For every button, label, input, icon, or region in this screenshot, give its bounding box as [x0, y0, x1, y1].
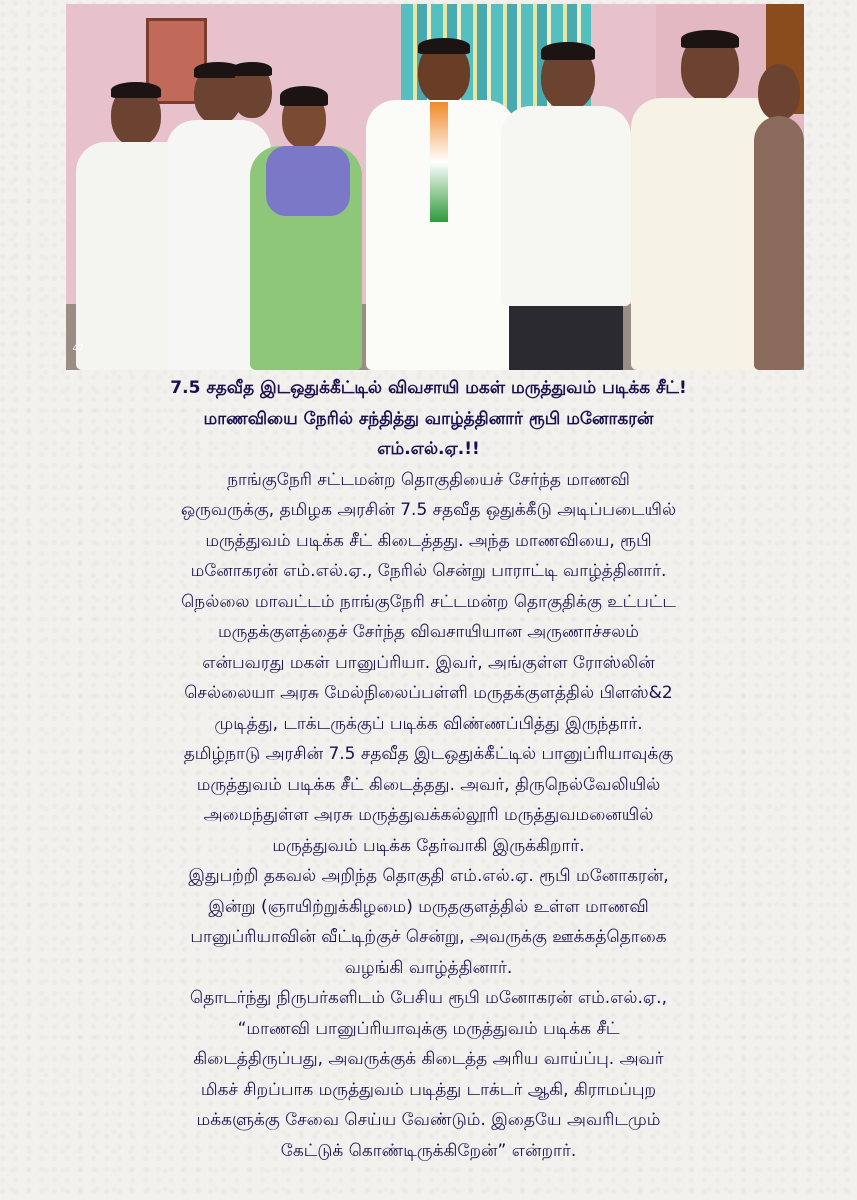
person-5 — [501, 44, 631, 370]
body-line: மிகச் சிறப்பாக மருத்துவம் படித்து டாக்டர் ஆகி, கிராமப்புற — [200, 1079, 657, 1100]
body-line: என்பவரது மகள் பானுப்ரியா. இவர், அங்குள்ள ரோஸ்லின் — [202, 652, 655, 673]
news-photo — [66, 4, 804, 370]
body-line: தொடர்ந்து நிருபர்களிடம் பேசிய ரூபி மனோகரன் எம்.எல்.ஏ., — [190, 988, 667, 1008]
headline-line: மாணவியை நேரில் சந்தித்து வாழ்த்தினார் ரூபி மனோகரன் — [203, 408, 654, 429]
body-line: மனோகரன் எம்.எல்.ஏ., நேரில் சென்று பாராட்டி வாழ்த்தினார். — [190, 561, 667, 581]
body-line: இன்று (ஞாயிற்றுக்கிழமை) மருதகுளத்தில் உள்ள மாணவி — [208, 896, 649, 917]
body-line: பானுப்ரியாவின் வீட்டிற்குச் சென்று, அவருக்கு ஊக்கத்தொகை — [190, 927, 667, 947]
person-7 — [754, 64, 804, 370]
body-line: ஒருவருக்கு, தமிழக அரசின் 7.5 சதவீத ஒதுக்கீடு அடிப்படையில் — [180, 500, 677, 520]
body-line: செல்லையா அரசு மேல்நிலைப்பள்ளி மருதக்குளத்தில் பிளஸ்&2 — [184, 683, 673, 703]
body-line: தமிழ்நாடு அரசின் 7.5 சதவீத இடஒதுக்கீட்டில் பானுப்ரியாவுக்கு — [183, 744, 674, 764]
headline-line: எம்.எல்.ஏ.!! — [377, 439, 480, 459]
person-mla — [366, 40, 516, 370]
article-text — [20, 373, 837, 1166]
body-line: கிடைத்திருப்பது, அவருக்குக் கிடைத்த அரிய வாய்ப்பு. அவர் — [193, 1049, 664, 1069]
headline — [20, 373, 837, 465]
body-line: முடித்து, டாக்டருக்குப் படிக்க விண்ணப்பித்து இருந்தார். — [214, 713, 643, 734]
body-line: இதுபற்றி தகவல் அறிந்த தொகுதி எம்.எல்.ஏ. ரூபி மனோகரன், — [188, 866, 669, 886]
body-line: “மாணவி பானுப்ரியாவுக்கு மருத்துவம் படிக்க சீட் — [237, 1018, 620, 1039]
body-line: மக்களுக்கு சேவை செய்ய வேண்டும். இதையே அவரிடமும் — [196, 1110, 661, 1130]
body-line: அமைந்துள்ள அரசு மருத்துவக்கல்லூரி மருத்துவமனையில் — [203, 805, 654, 825]
person-student — [246, 90, 366, 370]
headline-line: 7.5 சதவீத இடஒதுக்கீட்டில் விவசாயி மகள் மருத்துவம் படிக்க சீட்! — [170, 378, 687, 398]
body-line: நாங்குநேரி சட்டமன்ற தொகுதியைச் சேர்ந்த மாணவி — [227, 469, 630, 490]
body-line: நெல்லை மாவட்டம் நாங்குநேரி சட்டமன்ற தொகுதிக்கு உட்பட்ட — [181, 591, 676, 612]
article-body — [20, 465, 837, 1167]
photo-timestamp: 47 — [72, 344, 84, 354]
body-line: மருத்துவம் படிக்க தேர்வாகி இருக்கிறார். — [272, 835, 585, 856]
body-line: மருதக்குளத்தைச் சேர்ந்த விவசாயியான அருணாச்சலம் — [217, 622, 639, 642]
body-line: வழங்கி வாழ்த்தினார். — [344, 957, 513, 978]
body-line: மருத்துவம் படிக்க சீட் கிடைத்தது. அவர், திருநெல்வேலியில் — [196, 774, 661, 795]
body-line: மருத்துவம் படிக்க சீட் கிடைத்தது. அந்த மாணவியை, ரூபி — [205, 530, 652, 551]
body-line: கேட்டுக் கொண்டிருக்கிறேன்” என்றார். — [280, 1140, 577, 1161]
